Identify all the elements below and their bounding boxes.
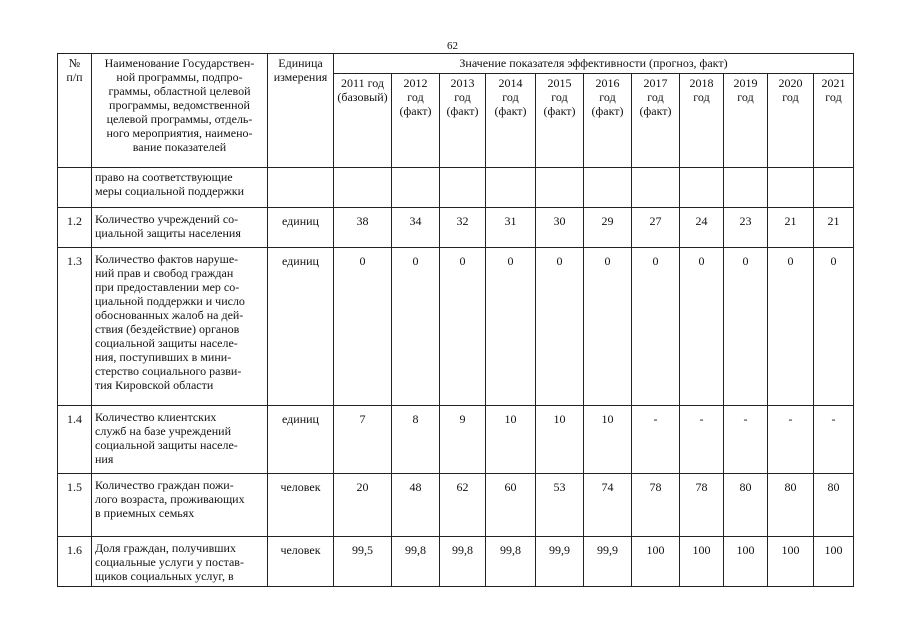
indicator-name: Количество фактов наруше- ний прав и свобод граждан при предоставлении мер со- циальной поддержки и число обоснованных жалоб на дей- ствия (бездействие) органов социальной защиты населе- ния, поступивших в мини- стерство социального разви- тия Кировской области (92, 248, 268, 406)
value-cell: 100 (724, 537, 768, 587)
indicator-name: Количество граждан пожи- лого возраста, проживающих в приемных семьях (92, 474, 268, 537)
value-cell: 100 (768, 537, 814, 587)
value-cell: 0 (486, 248, 536, 406)
value-cell: 10 (584, 406, 632, 474)
value-cell: 34 (392, 208, 440, 248)
header-name: Наименование Государствен- ной программы, подпро- граммы, областной целевой программы, ведомственной целевой программы, отдель- ного мероприятия, наимено- вание показателей (92, 54, 268, 168)
value-cell: 29 (584, 208, 632, 248)
value-cell (724, 168, 768, 208)
row-number: 1.5 (58, 474, 92, 537)
value-cell: 99,8 (440, 537, 486, 587)
table-row (58, 208, 854, 248)
indicator-name: Количество учреждений со- циальной защиты населения (92, 208, 268, 248)
page-number: 62 (447, 40, 458, 52)
value-cell (814, 168, 854, 208)
row-number: 1.4 (58, 406, 92, 474)
value-cell: 100 (632, 537, 680, 587)
indicator-name: Доля граждан, получивших социальные услуги у постав- щиков социальных услуг, в (92, 537, 268, 587)
header-year: 2019 год (724, 74, 768, 168)
table-row (58, 248, 854, 406)
value-cell: 99,9 (584, 537, 632, 587)
value-cell: 32 (440, 208, 486, 248)
row-number: 1.3 (58, 248, 92, 406)
unit-cell: единиц (268, 248, 334, 406)
value-cell: 100 (814, 537, 854, 587)
value-cell: 0 (724, 248, 768, 406)
table-row (58, 537, 854, 587)
value-cell: 53 (536, 474, 584, 537)
value-cell (392, 168, 440, 208)
value-cell: 99,8 (392, 537, 440, 587)
value-cell (334, 168, 392, 208)
value-cell: 0 (536, 248, 584, 406)
value-cell: 0 (584, 248, 632, 406)
unit-cell: человек (268, 537, 334, 587)
unit-cell: единиц (268, 208, 334, 248)
value-cell: 7 (334, 406, 392, 474)
header-year: 2012 год (факт) (392, 74, 440, 168)
value-cell: 27 (632, 208, 680, 248)
indicator-name: право на соответствующие меры социальной поддержки (92, 168, 268, 208)
value-cell: 0 (768, 248, 814, 406)
value-cell: 100 (680, 537, 724, 587)
row-number: 1.6 (58, 537, 92, 587)
value-cell: 24 (680, 208, 724, 248)
value-cell: 80 (814, 474, 854, 537)
header-year: 2017 год (факт) (632, 74, 680, 168)
value-cell (486, 168, 536, 208)
value-cell: 0 (680, 248, 724, 406)
value-cell: 48 (392, 474, 440, 537)
header-year: 2020 год (768, 74, 814, 168)
value-cell: 9 (440, 406, 486, 474)
value-cell (584, 168, 632, 208)
value-cell: 62 (440, 474, 486, 537)
value-cell: - (680, 406, 724, 474)
value-cell: - (814, 406, 854, 474)
value-cell: 38 (334, 208, 392, 248)
value-cell: 80 (768, 474, 814, 537)
value-cell: 21 (768, 208, 814, 248)
value-cell: 74 (584, 474, 632, 537)
value-cell: 20 (334, 474, 392, 537)
value-cell (680, 168, 724, 208)
value-cell: 23 (724, 208, 768, 248)
header-year: 2011 год (базовый) (334, 74, 392, 168)
indicator-name: Количество клиентских служб на базе учреждений социальной защиты населе- ния (92, 406, 268, 474)
header-year: 2021 год (814, 74, 854, 168)
value-cell: 78 (632, 474, 680, 537)
header-year: 2018 год (680, 74, 724, 168)
value-cell: 31 (486, 208, 536, 248)
value-cell (632, 168, 680, 208)
value-cell: 99,5 (334, 537, 392, 587)
value-cell: 78 (680, 474, 724, 537)
value-cell (440, 168, 486, 208)
value-cell: 10 (486, 406, 536, 474)
value-cell: - (724, 406, 768, 474)
unit-cell: единиц (268, 406, 334, 474)
unit-cell (268, 168, 334, 208)
value-cell: - (632, 406, 680, 474)
header-unit: Единица измерения (268, 54, 334, 168)
value-cell: 80 (724, 474, 768, 537)
value-cell: 99,8 (486, 537, 536, 587)
table-row (58, 406, 854, 474)
value-cell: 0 (392, 248, 440, 406)
value-cell: 21 (814, 208, 854, 248)
value-cell: 99,9 (536, 537, 584, 587)
indicators-table (57, 53, 854, 587)
header-year: 2015 год (факт) (536, 74, 584, 168)
value-cell: 0 (632, 248, 680, 406)
value-cell: 0 (440, 248, 486, 406)
value-cell: 60 (486, 474, 536, 537)
value-cell: 30 (536, 208, 584, 248)
value-cell (536, 168, 584, 208)
value-cell: 0 (814, 248, 854, 406)
table-row (58, 474, 854, 537)
value-cell: - (768, 406, 814, 474)
header-year: 2016 год (факт) (584, 74, 632, 168)
row-number (58, 168, 92, 208)
value-cell: 0 (334, 248, 392, 406)
header-year: 2014 год (факт) (486, 74, 536, 168)
table-row (58, 168, 854, 208)
value-cell: 8 (392, 406, 440, 474)
header-num: № п/п (58, 54, 92, 168)
header-year: 2013 год (факт) (440, 74, 486, 168)
value-cell: 10 (536, 406, 584, 474)
row-number: 1.2 (58, 208, 92, 248)
header-values-group: Значение показателя эффективности (прогноз, факт) (334, 54, 854, 74)
unit-cell: человек (268, 474, 334, 537)
value-cell (768, 168, 814, 208)
